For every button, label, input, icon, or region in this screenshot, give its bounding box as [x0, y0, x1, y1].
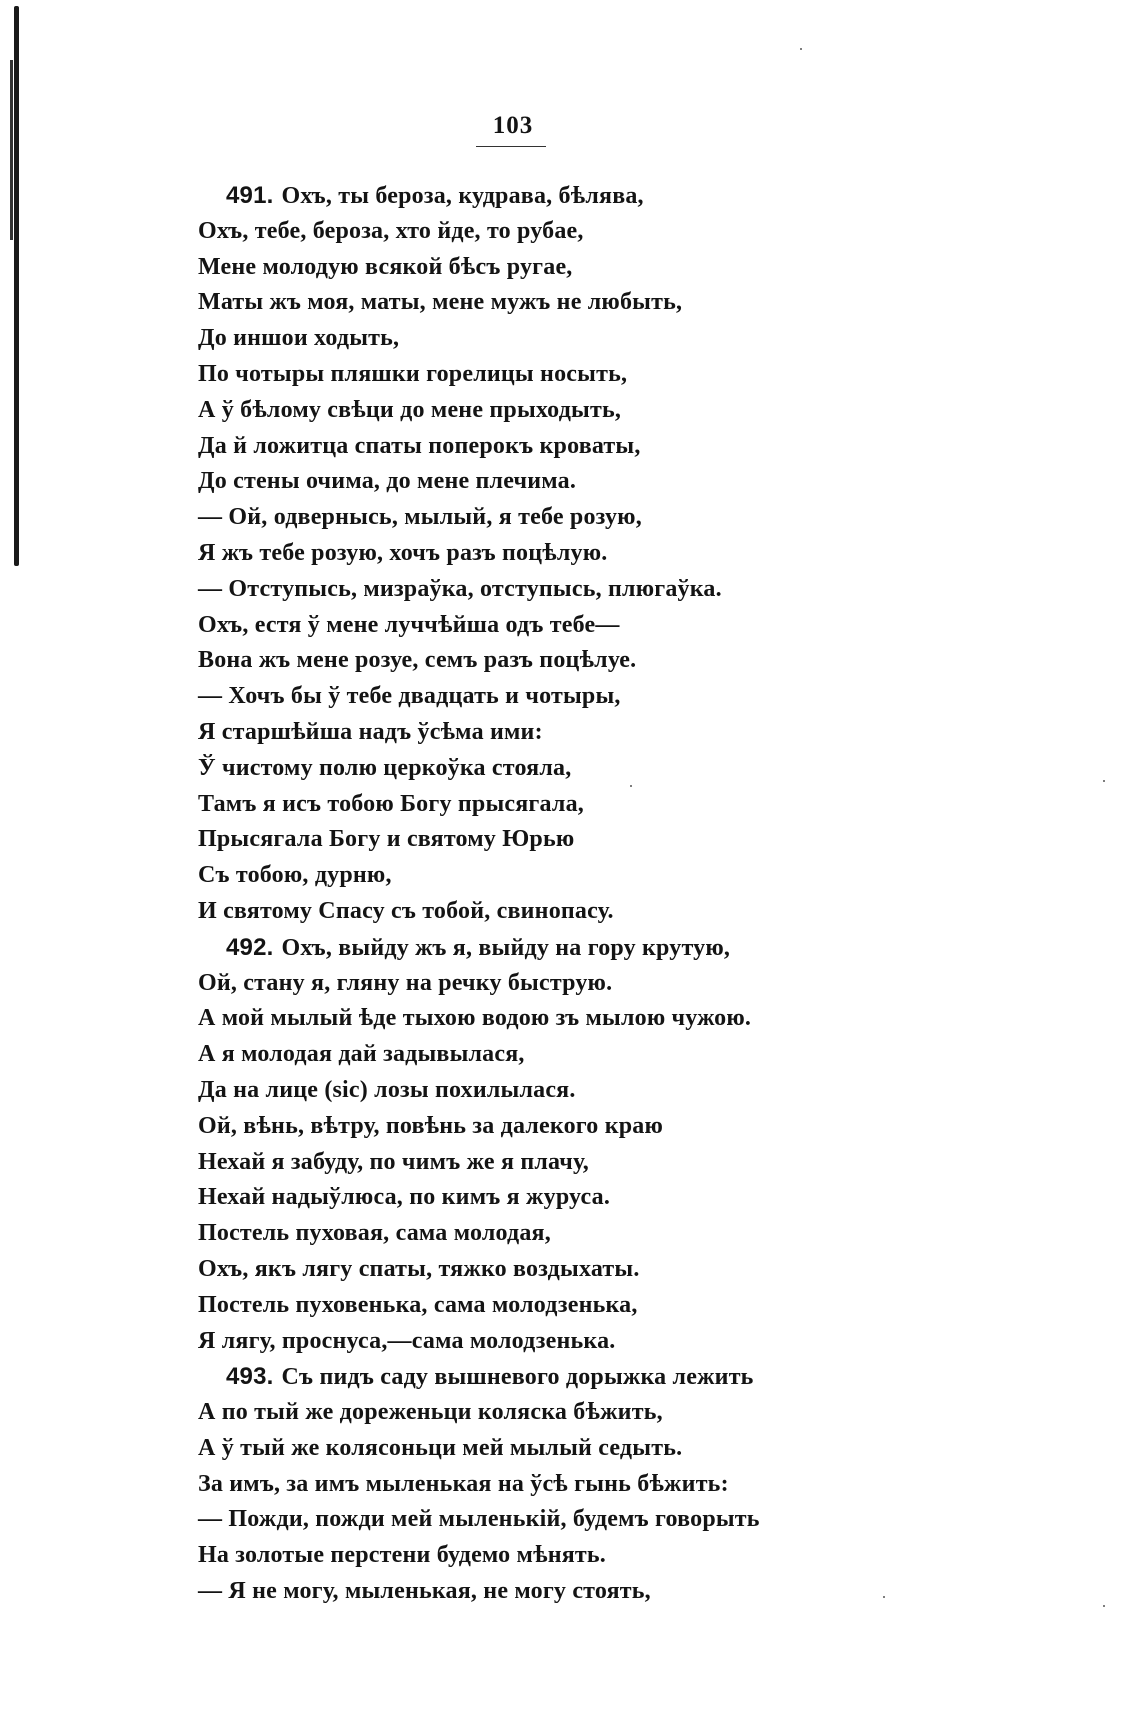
line-text: Охъ, якъ лягу спаты, тяжко воздыхаты.	[198, 1255, 640, 1282]
text-line	[198, 858, 1078, 894]
text-line	[198, 643, 1078, 679]
song-text-block	[198, 178, 1078, 1610]
line-text: Я жъ тебе розую, хочъ разъ поцѣлую.	[198, 539, 608, 566]
scan-speck	[800, 48, 802, 50]
text-line	[198, 285, 1078, 321]
verse-start-line	[198, 178, 1078, 214]
line-text: Съ тобою, дурню,	[198, 862, 392, 889]
text-line	[198, 1252, 1078, 1288]
line-text: Постель пуховенька, сама молодзенька,	[198, 1291, 638, 1318]
text-line	[198, 1288, 1078, 1324]
line-text: Ой, стану я, гляну на речку быструю.	[198, 969, 613, 996]
text-line	[198, 1037, 1078, 1073]
text-line	[198, 1574, 1078, 1610]
text-line	[198, 1073, 1078, 1109]
line-text: До иншои ходыть,	[198, 325, 400, 352]
text-line	[198, 787, 1078, 823]
text-line	[198, 572, 1078, 608]
line-text: Нехай надыўлюса, по кимъ я журуса.	[198, 1184, 611, 1211]
line-text: — Хочъ бы ў тебе двадцать и чотыры,	[198, 683, 621, 710]
line-text: Охъ, тебе, бероза, хто йде, то рубае,	[198, 217, 584, 244]
line-text: Постель пуховая, сама молодая,	[198, 1220, 551, 1247]
text-line	[198, 1324, 1078, 1360]
line-text: Прысягала Богу и святому Юрью	[198, 826, 575, 853]
line-text: А я молодая дай задывылася,	[198, 1041, 525, 1068]
line-text: А ў бѣлому свѣци до мене прыходыть,	[198, 396, 622, 423]
text-line	[198, 1109, 1078, 1145]
text-line	[198, 1145, 1078, 1181]
line-text: Я лягу, проснуса,—сама молодзенька.	[198, 1327, 616, 1354]
text-line	[198, 500, 1078, 536]
text-line	[198, 608, 1078, 644]
line-text: И святому Спасу съ тобой, свинопасу.	[198, 897, 614, 924]
text-line	[198, 1001, 1078, 1037]
verse-number: 493.	[226, 1363, 274, 1391]
line-text: Охъ, естя ў мене луччѣйша одъ тебе—	[198, 611, 620, 638]
line-text: Маты жъ моя, маты, мене мужъ не любыть,	[198, 289, 683, 316]
line-text: — Ой, одвернысь, мылый, я тебе розую,	[198, 504, 642, 531]
scan-edge-mark-secondary	[10, 60, 13, 240]
line-text: Ой, вѣнь, вѣтру, повѣнь за далекого краю	[198, 1112, 664, 1139]
verse-number: 491.	[226, 182, 274, 209]
text-line	[198, 1467, 1078, 1503]
scan-speck	[883, 1596, 885, 1598]
line-text: Тамъ я исъ тобою Богу прысягала,	[198, 790, 584, 817]
text-line	[198, 393, 1078, 429]
text-line	[198, 321, 1078, 357]
text-line	[198, 464, 1078, 500]
line-text: А по тый же дореженьци коляска бѣжить,	[198, 1399, 663, 1426]
text-line	[198, 214, 1078, 250]
line-text: Ў чистому полю церкоўка стояла,	[198, 754, 572, 781]
line-text: А ў тый же колясоньци мей мылый седыть.	[198, 1434, 683, 1461]
line-text: Вона жъ мене розуе, семъ разъ поцѣлуе.	[198, 647, 637, 674]
text-line	[198, 1431, 1078, 1467]
text-line	[198, 1502, 1078, 1538]
page-number: 103	[492, 112, 534, 139]
line-text: За имъ, за имъ мыленькая на ўсѣ гынь бѣжить:	[198, 1470, 729, 1497]
text-line	[198, 715, 1078, 751]
line-text: Да й ложитца спаты поперокъ кроваты,	[198, 432, 641, 459]
line-text: А мой мылый ѣде тыхою водою зъ мылою чужою.	[198, 1005, 752, 1032]
scan-speck	[630, 785, 632, 787]
line-text: До стены очима, до мене плечима.	[198, 468, 577, 495]
line-text: — Пожди, пожди мей мыленькій, будемъ говорыть	[198, 1506, 760, 1533]
text-line	[198, 1216, 1078, 1252]
text-line	[198, 751, 1078, 787]
text-line	[198, 966, 1078, 1002]
scan-speck	[1103, 780, 1105, 782]
line-text: На золотые перстени будемо мѣнять.	[198, 1542, 607, 1569]
verse-start-line	[198, 1359, 1078, 1395]
text-line	[198, 1538, 1078, 1574]
scan-speck	[1103, 1605, 1105, 1607]
text-line	[198, 429, 1078, 465]
line-text: Нехай я забуду, по чимъ же я плачу,	[198, 1148, 590, 1175]
line-text: Охъ, выйду жъ я, выйду на гору крутую,	[281, 934, 731, 961]
text-line	[198, 679, 1078, 715]
line-text: Съ пидъ саду вышневого дорыжка лежить	[281, 1364, 754, 1391]
page-number-rule	[476, 146, 546, 147]
line-text: Охъ, ты бероза, кудрава, бѣлява,	[281, 183, 644, 209]
scan-edge-mark	[14, 6, 19, 566]
text-line	[198, 822, 1078, 858]
text-line	[198, 250, 1078, 286]
text-line	[198, 536, 1078, 572]
line-text: По чотыры пляшки горелицы носыть,	[198, 360, 628, 387]
text-line	[198, 1395, 1078, 1431]
text-line	[198, 357, 1078, 393]
verse-number: 492.	[226, 933, 274, 961]
line-text: Я старшѣйша надъ ўсѣма ими:	[198, 718, 543, 745]
line-text: Мене молодую всякой бѣсъ ругае,	[198, 253, 573, 280]
line-text: — Отступысь, мизраўка, отступысь, плюгаўка.	[198, 575, 722, 602]
text-line	[198, 1180, 1078, 1216]
verse-start-line	[198, 930, 1078, 966]
line-text: Да на лице (sic) лозы похилылася.	[198, 1076, 576, 1103]
text-line	[198, 894, 1078, 930]
line-text: — Я не могу, мыленькая, не могу стоять,	[198, 1578, 651, 1605]
